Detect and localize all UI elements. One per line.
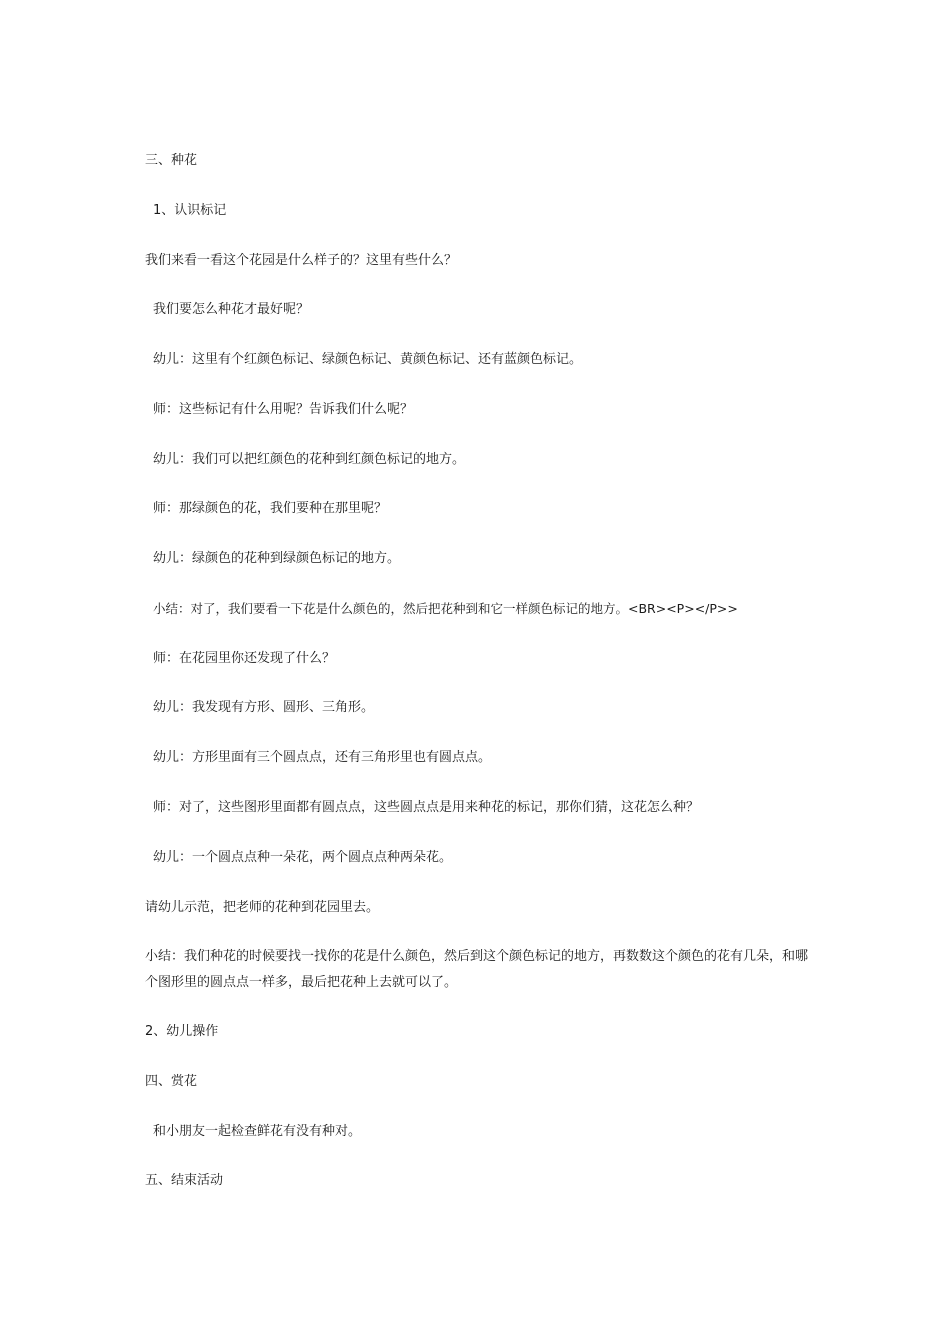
section-heading-5: 五、结束活动 — [145, 1173, 224, 1188]
summary-paragraph: 小结：我们种花的时候要找一找你的花是什么颜色，然后到这个颜色标记的地方，再数数这个颜色的花有几朵，和哪个图形里的圆点点一样多，最后把花种上去就可以了。 — [145, 949, 809, 990]
paragraph-line: 幼儿：我们可以把红颜色的花种到红颜色标记的地方。 — [153, 452, 466, 467]
paragraph-line: 师：在花园里你还发现了什么？ — [153, 651, 336, 666]
paragraph-line: 师：那绿颜色的花，我们要种在那里呢？ — [153, 501, 388, 516]
paragraph-line: 师：这些标记有什么用呢？告诉我们什么呢？ — [153, 402, 414, 417]
paragraph-line: 师：对了，这些图形里面都有圆点点，这些圆点点是用来种花的标记，那你们猜，这花怎么种？ — [153, 800, 700, 815]
section-heading-4: 四、赏花 — [145, 1074, 198, 1089]
paragraph-line: 幼儿：我发现有方形、圆形、三角形。 — [153, 700, 375, 715]
paragraph-line: 我们要怎么种花才最好呢？ — [153, 302, 310, 317]
paragraph-line: 幼儿：这里有个红颜色标记、绿颜色标记、黄颜色标记、还有蓝颜色标记。 — [153, 352, 583, 367]
paragraph-line: 我们来看一看这个花园是什么样子的？这里有些什么？ — [145, 253, 458, 268]
paragraph-line: 和小朋友一起检查鲜花有没有种对。 — [153, 1124, 362, 1139]
summary-line: 小结：对了，我们要看一下花是什么颜色的，然后把花种到和它一样颜色标记的地方。<BR><P></P>> — [153, 601, 738, 616]
subsection-heading-2: 2、幼儿操作 — [145, 1024, 219, 1039]
section-heading-3: 三、种花 — [145, 153, 198, 168]
paragraph-line: 幼儿：方形里面有三个圆点点，还有三角形里也有圆点点。 — [153, 750, 492, 765]
paragraph-line: 请幼儿示范，把老师的花种到花园里去。 — [145, 900, 380, 915]
paragraph-line: 幼儿：一个圆点点种一朵花，两个圆点点种两朵花。 — [153, 850, 453, 865]
subsection-heading-1: 1、认识标记 — [153, 203, 227, 218]
paragraph-line: 幼儿：绿颜色的花种到绿颜色标记的地方。 — [153, 551, 401, 566]
